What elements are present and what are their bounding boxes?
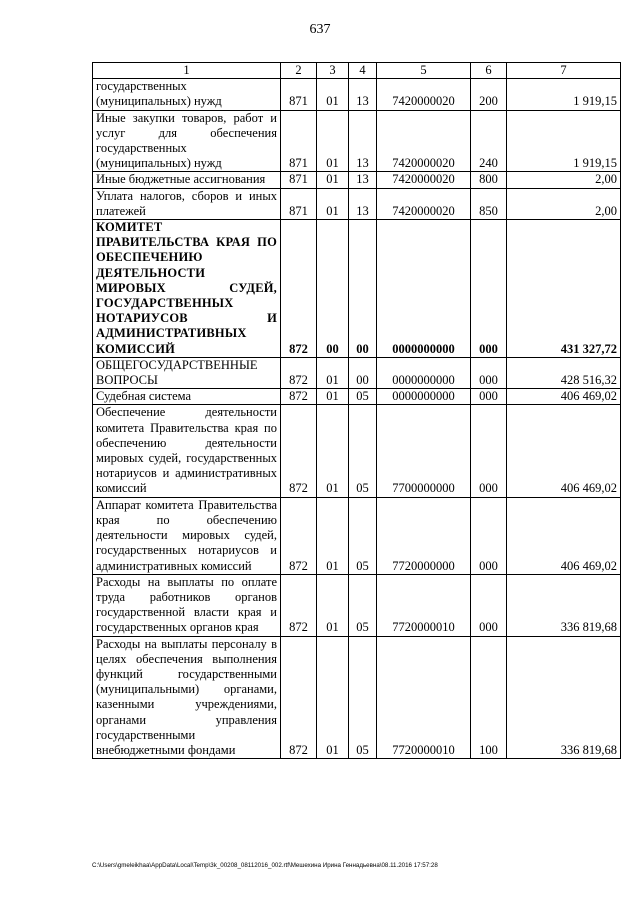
column-header: 6 — [471, 63, 507, 79]
column-header: 5 — [377, 63, 471, 79]
admin-code-cell: 871 — [281, 188, 317, 219]
expense-type-cell: 100 — [471, 636, 507, 759]
budget-table — [92, 62, 621, 759]
expense-type-cell: 240 — [471, 110, 507, 172]
column-header: 4 — [349, 63, 377, 79]
expense-type-cell: 200 — [471, 79, 507, 110]
subsection-cell: 05 — [349, 389, 377, 405]
subsection-cell: 05 — [349, 405, 377, 497]
row-name-cell: Расходы на выплаты по оплате труда работников органов государственной власти края и государственных органов края — [93, 574, 281, 636]
admin-code-cell: 872 — [281, 405, 317, 497]
subsection-cell: 05 — [349, 574, 377, 636]
file-path-footer: C:\Users\gmeleikhaa\AppData\Local\Temp\3k_00208_08112016_002.rtf\Мешехина Ирина Геннадьевна\08.11.2016 17:57:28 — [92, 862, 438, 869]
admin-code-cell: 872 — [281, 220, 317, 358]
row-name-cell: Уплата налогов, сборов и иных платежей — [93, 188, 281, 219]
subsection-cell: 13 — [349, 172, 377, 188]
table-row — [93, 172, 621, 188]
table-row — [93, 405, 621, 497]
table-row — [93, 497, 621, 574]
target-article-cell: 0000000000 — [377, 389, 471, 405]
section-cell: 01 — [317, 497, 349, 574]
target-article-cell: 7420000020 — [377, 172, 471, 188]
section-cell: 01 — [317, 79, 349, 110]
amount-cell: 1 919,15 — [507, 79, 621, 110]
amount-cell: 431 327,72 — [507, 220, 621, 358]
expense-type-cell: 000 — [471, 574, 507, 636]
column-header: 2 — [281, 63, 317, 79]
column-header: 7 — [507, 63, 621, 79]
column-header: 1 — [93, 63, 281, 79]
admin-code-cell: 871 — [281, 172, 317, 188]
subsection-cell: 00 — [349, 357, 377, 388]
target-article-cell: 7720000000 — [377, 497, 471, 574]
admin-code-cell: 871 — [281, 110, 317, 172]
admin-code-cell: 871 — [281, 79, 317, 110]
admin-code-cell: 872 — [281, 636, 317, 759]
expense-type-cell: 800 — [471, 172, 507, 188]
subsection-cell: 13 — [349, 188, 377, 219]
page-number: 637 — [309, 22, 331, 37]
expense-type-cell: 000 — [471, 357, 507, 388]
target-article-cell: 7700000000 — [377, 405, 471, 497]
table-row — [93, 110, 621, 172]
admin-code-cell: 872 — [281, 497, 317, 574]
section-cell: 01 — [317, 389, 349, 405]
target-article-cell: 7420000020 — [377, 110, 471, 172]
expense-type-cell: 850 — [471, 188, 507, 219]
table-row — [93, 79, 621, 110]
row-name-cell: Обеспечение деятельности комитета Правительства края по обеспечению деятельности мировых судей, государственных нотариусов и административных комиссий — [93, 405, 281, 497]
row-name-cell: Иные бюджетные ассигнования — [93, 172, 281, 188]
subsection-cell: 05 — [349, 497, 377, 574]
row-name-cell: КОМИТЕТ ПРАВИТЕЛЬСТВА КРАЯ ПО ОБЕСПЕЧЕНИЮ ДЕЯТЕЛЬНОСТИ МИРОВЫХ СУДЕЙ, ГОСУДАРСТВЕННЫХ НОТАРИУСОВ И АДМИНИСТРАТИВНЫХ КОМИССИЙ — [93, 220, 281, 358]
table-row — [93, 357, 621, 388]
amount-cell: 406 469,02 — [507, 389, 621, 405]
row-name-cell: ОБЩЕГОСУДАРСТВЕННЫЕ ВОПРОСЫ — [93, 357, 281, 388]
subsection-cell: 00 — [349, 220, 377, 358]
subsection-cell: 13 — [349, 110, 377, 172]
amount-cell: 336 819,68 — [507, 574, 621, 636]
expense-type-cell: 000 — [471, 220, 507, 358]
target-article-cell: 7420000020 — [377, 79, 471, 110]
expense-type-cell: 000 — [471, 405, 507, 497]
expense-type-cell: 000 — [471, 389, 507, 405]
amount-cell: 1 919,15 — [507, 110, 621, 172]
table-row — [93, 574, 621, 636]
section-cell: 01 — [317, 172, 349, 188]
target-article-cell: 7720000010 — [377, 636, 471, 759]
expense-type-cell: 000 — [471, 497, 507, 574]
amount-cell: 2,00 — [507, 172, 621, 188]
row-name-cell: Судебная система — [93, 389, 281, 405]
subsection-cell: 05 — [349, 636, 377, 759]
target-article-cell: 0000000000 — [377, 357, 471, 388]
column-header: 3 — [317, 63, 349, 79]
section-cell: 01 — [317, 574, 349, 636]
section-cell: 01 — [317, 636, 349, 759]
admin-code-cell: 872 — [281, 357, 317, 388]
amount-cell: 336 819,68 — [507, 636, 621, 759]
row-name-cell: Иные закупки товаров, работ и услуг для обеспечения государственных (муниципальных) нужд — [93, 110, 281, 172]
amount-cell: 2,00 — [507, 188, 621, 219]
table-row — [93, 220, 621, 358]
section-cell: 01 — [317, 357, 349, 388]
target-article-cell: 7720000010 — [377, 574, 471, 636]
row-name-cell: государственных (муниципальных) нужд — [93, 79, 281, 110]
table-row — [93, 389, 621, 405]
target-article-cell: 7420000020 — [377, 188, 471, 219]
table-header-row — [93, 63, 621, 79]
amount-cell: 406 469,02 — [507, 497, 621, 574]
amount-cell: 428 516,32 — [507, 357, 621, 388]
section-cell: 01 — [317, 110, 349, 172]
subsection-cell: 13 — [349, 79, 377, 110]
table-row — [93, 188, 621, 219]
section-cell: 01 — [317, 188, 349, 219]
row-name-cell: Расходы на выплаты персоналу в целях обеспечения выполнения функций государственными (муниципальными) органами, казенными учреждениями, органами управления государственными внебюджетными фондами — [93, 636, 281, 759]
admin-code-cell: 872 — [281, 574, 317, 636]
table-row — [93, 636, 621, 759]
section-cell: 00 — [317, 220, 349, 358]
section-cell: 01 — [317, 405, 349, 497]
amount-cell: 406 469,02 — [507, 405, 621, 497]
admin-code-cell: 872 — [281, 389, 317, 405]
target-article-cell: 0000000000 — [377, 220, 471, 358]
row-name-cell: Аппарат комитета Правительства края по обеспечению деятельности мировых судей, государственных нотариусов и административных комиссий — [93, 497, 281, 574]
